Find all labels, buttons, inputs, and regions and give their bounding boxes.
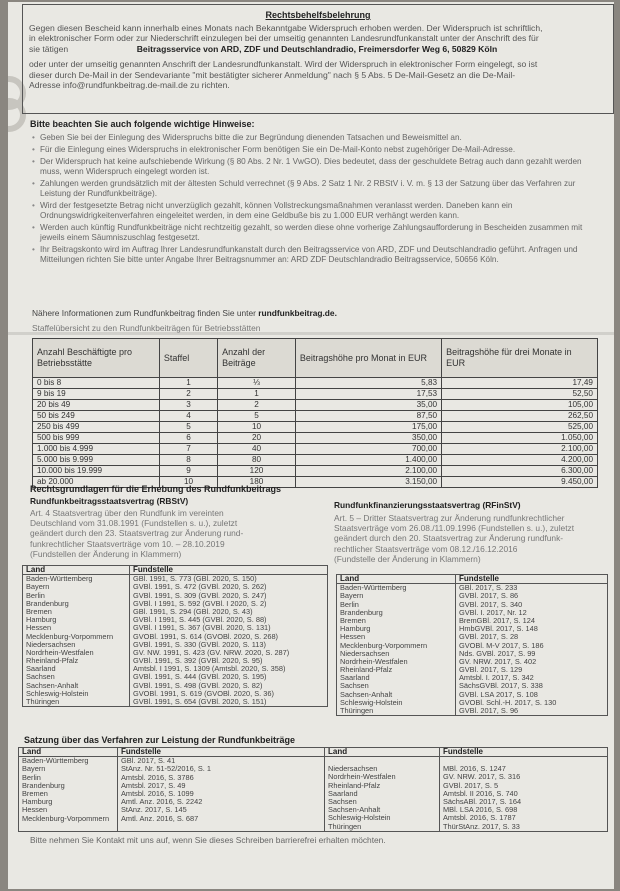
land-entry: Hessen [22,805,48,815]
info-link[interactable]: rundfunkbeitrag.de. [258,308,337,318]
land-entry: Thüringen [340,706,374,716]
fundstelle-entry: Amtsbl. 2017, S. 49 [121,780,186,790]
rbstv-table [22,565,328,707]
staffel-cell: 4.200,00 [442,455,598,466]
land-entry: Bremen [22,788,48,798]
hint-item: • Werden auch künftig Rundfunkbeiträge nicht rechtzeitig gezahlt, so werden diese ohne vorherige Zahlungsaufforderung in Bescheiden zusammen mit jeweils einem Säumniszuschlag festgesetzt. [32,223,602,243]
legal-remedy-text: sie tätigen [29,43,69,54]
land-entry: Sachsen-Anhalt [340,689,393,699]
land-entry: Niedersachsen [328,764,378,774]
staffel-cell: 700,00 [295,444,441,455]
legal-remedy-text: dieser durch De-Mail in der Sendevariante "mit bestätigter sicherer Anmeldung" nach § 5 Abs. 5 De-Mail-Gesetz an die De-Mail- [29,69,516,80]
land-entry: Mecklenburg-Vorpommern [26,631,114,641]
staffel-row [33,466,598,477]
land-entry: Sachsen-Anhalt [26,680,79,690]
staffel-cell: 180 [218,477,296,488]
info-prefix: Nähere Informationen zum Rundfunkbeitrag finden Sie unter [32,308,259,318]
land-entry: Brandenburg [26,598,69,608]
staffel-cell: 500 bis 999 [33,433,160,444]
col-land: Land [337,575,456,584]
land-entry: Sachsen [26,672,55,682]
land-entry: Brandenburg [340,607,383,617]
rfinstv-note: (Fundstelle der Änderung in Klammern) [334,553,481,564]
fundstelle-entry: GVBl. 2017, S. 340 [459,599,523,609]
fundstelle-entry: GV. NRW. 2017, S. 316 [443,772,521,782]
fundstelle-entry: GVBl. 2017, S. 28 [459,632,519,642]
info-line [32,308,337,318]
land-entry: Rheinland-Pfalz [328,780,381,790]
staffel-cell: 2.100,00 [442,444,598,455]
fundstelle-entry: Amtsbl. I. 2017, S. 342 [459,673,534,683]
fundstelle-entry: SächsGVBl. 2017, S. 338 [459,681,543,691]
land-entry: Brandenburg [22,780,65,790]
staffel-cell: 5 [218,411,296,422]
staffel-cell: 2.100,00 [295,466,441,477]
laender-cell [23,575,130,707]
staffel-cell: 1 [159,378,217,389]
staffel-cell: 80 [218,455,296,466]
land-entry: Schleswig-Holstein [26,688,89,698]
staffel-cell: 10 [159,477,217,488]
fundstellen-cell [440,757,608,832]
hint-item: • Zahlungen werden grundsätzlich mit der ältesten Schuld verrechnet (§ 9 Abs. 2 Satz 1 Nr. 2 RBStV i. V. m. § 13 der Satzung über das Verfahren zur Leistung der Rundfunkbeiträge). [32,179,602,199]
land-entry: Thüringen [26,697,60,707]
fundstelle-entry: GVBl. 1991, S. 444 (GVBl. 2020, S. 195) [133,672,267,682]
fundstelle-entry: Amtl. Anz. 2016, S. 2242 [121,797,203,807]
footer-note: Bitte nehmen Sie Kontakt mit uns auf, wenn Sie dieses Schreiben barrierefrei erhalten möchten. [30,835,386,845]
fundstelle-entry: Amtsbl. 2016, S. 1787 [443,813,516,823]
fundstelle-entry: GVBl. 1991, S. 654 (GVBl. 2020, S. 151) [133,697,267,707]
fundstelle-entry: GBl. 2017, S. 233 [459,583,518,593]
staffel-header: Anzahl Beschäftigte pro Betriebsstätte [33,339,160,378]
satzung-table [18,747,608,832]
land-entry: Hamburg [22,797,53,807]
rbstv-note: (Fundstellen der Änderung in Klammern) [30,548,182,559]
staffel-cell: 87,50 [295,411,441,422]
land-entry: Schleswig-Holstein [340,697,403,707]
staffel-cell: 350,00 [295,433,441,444]
hint-item: • Für die Einlegung eines Widerspruchs in elektronischer Form benötigen Sie ein De-Mail-Konto nebst zugehöriger De-Mail-Adresse. [32,145,602,155]
col-fundstelle: Fundstelle [440,748,608,757]
land-entry: Hessen [340,632,366,642]
land-entry: Bremen [340,615,366,625]
land-entry: Rheinland-Pfalz [340,665,393,675]
fundstelle-entry: SächsABl. 2017, S. 164 [443,796,522,806]
fundstelle-entry: GV. NW. 1991, S. 423 (GV. NRW. 2020, S. 287) [133,647,290,657]
beitragsservice-address: Beitragsservice von ARD, ZDF und Deutschlandradio, Freimersdorfer Weg 6, 50829 Köln [136,44,498,55]
staffel-header: Staffel [159,339,217,378]
staffel-row [33,400,598,411]
staffel-header: Anzahl der Beiträge [218,339,296,378]
staffel-cell: ab 20.000 [33,477,160,488]
fundstelle-entry: MBl. LSA 2016, S. 698 [443,805,518,815]
staffel-cell: 525,00 [442,422,598,433]
fundstelle-entry: Amtsbl. 2016, S. 3786 [121,772,194,782]
laender-cell [19,757,118,832]
fundstelle-entry: Nds. GVBl. 2017, S. 99 [459,648,536,658]
staffel-row [33,378,598,389]
land-entry: Sachsen [328,796,357,806]
staffel-cell: 40 [218,444,296,455]
fundstelle-entry: StAnz. 2017, S. 145 [121,805,187,815]
land-entry: Berlin [22,772,41,782]
fundstelle-entry: GVBl. 2017, S. 96 [459,706,519,716]
land-entry: Hamburg [26,615,57,625]
rbstv-title: Rundfunkbeitragsstaatsvertrag (RBStV) [30,496,189,506]
staffel-row [33,411,598,422]
land-entry: Bayern [22,764,46,774]
fundstelle-entry: GVOBl. M-V 2017, S. 186 [459,640,544,650]
staffel-cell: 1.400,00 [295,455,441,466]
fundstelle-entry: BremGBl. 2017, S. 124 [459,615,535,625]
col-land: Land [19,748,118,757]
land-entry: Bremen [26,606,52,616]
land-entry: Baden-Württemberg [340,583,407,593]
staffel-header: Beitragshöhe pro Monat in EUR [295,339,441,378]
land-entry: Saarland [328,788,358,798]
staffel-table [32,338,598,488]
land-entry: Rheinland-Pfalz [26,656,79,666]
land-entry: Mecklenburg-Vorpommern [22,813,110,823]
staffel-row [33,389,598,400]
fundstelle-entry: Amtsbl. II 2016, S. 740 [443,788,518,798]
legal-remedy-text: in elektronischer Form oder zur Niederschrift einzulegen bei der umseitig genannten Landesrundfunkanstalt unter der Anschrift des für [29,33,539,44]
staffel-cell: 1 [218,389,296,400]
fundstelle-entry: GVBl. 2017, S. 86 [459,591,519,601]
fundstelle-entry: GBl. 1991, S. 773 (GBl. 2020, S. 150) [133,574,257,584]
staffel-row [33,422,598,433]
staffel-cell: 8 [159,455,217,466]
fundstelle-entry: GVBl. 1991, S. 498 (GVBl. 2020, S. 82) [133,680,263,690]
staffel-cell: 4 [159,411,217,422]
fundstelle-entry: GVBl. I 1991, S. 445 (GVBl. 2020, S. 88) [133,615,267,625]
legal-remedy-text: Gegen diesen Bescheid kann innerhalb eines Monats nach Bekanntgabe Widerspruch erhoben werden. Der Widerspruch ist schriftlich, [29,22,543,33]
legal-remedy-text: Adresse info@rundfunkbeitrag.de-mail.de zu richten. [29,80,230,91]
staffel-cell: 20 [218,433,296,444]
fundstellen-cell [118,757,325,832]
staffel-cell: 2 [159,389,217,400]
col-fundstelle: Fundstelle [130,566,328,575]
staffel-cell: 10 [218,422,296,433]
land-entry: Hamburg [340,624,371,634]
land-entry: Bayern [26,582,50,592]
staffel-cell: 17,49 [442,378,598,389]
staffel-cell: 262,50 [442,411,598,422]
staffel-cell: 10.000 bis 19.999 [33,466,160,477]
staffel-cell: 0 bis 8 [33,378,160,389]
rfinstv-table [336,574,608,716]
fundstelle-entry: GVBl. LSA 2017, S. 108 [459,689,538,699]
land-entry: Saarland [340,673,370,683]
legal-remedy-box [22,4,614,114]
staffel-cell: 9.450,00 [442,477,598,488]
staffel-cell: 9 bis 19 [33,389,160,400]
staffel-row [33,444,598,455]
hint-item: • Geben Sie bei der Einlegung des Widerspruchs bitte die zur Begründung dienenden Tatsachen und Beweismittel an. [32,133,602,143]
staffel-cell: 175,00 [295,422,441,433]
staffel-cell: 2 [218,400,296,411]
land-entry: Berlin [26,590,45,600]
fundstelle-entry: Amtl. Anz. 2016, S. 687 [121,813,199,823]
legal-basis-title: Rechtsgrundlagen für die Erhebung des Rundfunkbeitrags [30,484,282,494]
staffel-cell: 250 bis 499 [33,422,160,433]
staffel-cell: 7 [159,444,217,455]
fundstelle-entry: GVBl. 1991, S. 330 (GVBl. 2020, S. 113) [133,639,266,649]
fundstellen-cell [456,584,608,716]
staffel-cell: 6.300,00 [442,466,598,477]
fundstelle-entry: GVBl. I 1991, S. 367 (GVBl. 2020, S. 131) [133,623,271,633]
land-entry: Saarland [26,664,56,674]
fundstelle-entry: HmbGVBl. 2017, S. 148 [459,624,538,634]
staffel-row [33,455,598,466]
legal-remedy-title: Rechtsbehelfsbelehrung [265,10,371,20]
satzung-title: Satzung über das Verfahren zur Leistung der Rundfunkbeiträge [24,735,296,745]
fundstelle-entry: GBl. 1991, S. 294 (GBl. 2020, S. 43) [133,606,253,616]
fundstellen-cell [130,575,328,707]
fundstelle-entry: GV. NRW. 2017, S. 402 [459,656,537,666]
staffel-cell: 17,53 [295,389,441,400]
col-land: Land [23,566,130,575]
fundstelle-entry: Amtsbl. I 1991, S. 1309 (Amtsbl. 2020, S. 358) [133,664,286,674]
hint-item: • Der Widerspruch hat keine aufschiebende Wirkung (§ 80 Abs. 2 Nr. 1 VwGO). Dies bedeutet, dass der geschuldete Betrag auch dann gezahlt werden muss, wenn Widerspruch eingelegt worden ist. [32,157,602,177]
land-entry: Nordrhein-Westfalen [328,772,396,782]
staffel-cell: 3 [159,400,217,411]
staffel-caption: Staffelübersicht zu den Rundfunkbeiträgen für Betriebsstätten [32,323,261,333]
staffel-cell: 105,00 [442,400,598,411]
document-sheet [8,2,614,889]
land-entry: Niedersachsen [26,639,76,649]
legal-remedy-text: oder unter der umseitig genannten Anschrift der Landesrundfunkanstalt. Wird der Widerspruch in elektronischer Form eingelegt, so ist [29,58,538,69]
land-entry: Niedersachsen [340,648,390,658]
fundstelle-entry: GVOBl. 1991, S. 614 (GVOBl. 2020, S. 268) [133,631,279,641]
fundstelle-entry: GVBl. 2017, S. 5 [443,780,499,790]
staffel-cell: 1.000 bis 4.999 [33,444,160,455]
laender-cell [337,584,456,716]
fundstelle-entry: GVOBl. Schl.-H. 2017, S. 130 [459,697,557,707]
land-entry: Baden-Württemberg [26,574,93,584]
col-fundstelle: Fundstelle [118,748,325,757]
staffel-cell: ⅓ [218,378,296,389]
land-entry: Baden-Württemberg [22,756,89,766]
rfinstv-text: Art. 5 – Dritter Staatsvertrag zur Änderung rundfunkrechtlicher Staatsverträge vom 26.08./11.09.1996 (Fundstellen s. u.), zuletzt geändert durch den 20. Staatsvertrag zur Änderung rundfunk- rechtlicher Staatsverträge vom 08.12./16.12.2016 (Fundstelle der Änderung in Klammern) [334,513,614,564]
col-land: Land [325,748,440,757]
hints-list [32,133,602,267]
staffel-cell: 52,50 [442,389,598,400]
staffel-cell: 3.150,00 [295,477,441,488]
staffel-cell: 6 [159,433,217,444]
fundstelle-entry: Amtsbl. 2016, S. 1099 [121,788,194,798]
land-entry: Schleswig-Holstein [328,813,391,823]
staffel-cell: 5.000 bis 9.999 [33,455,160,466]
staffel-row [33,433,598,444]
land-entry: Thüringen [328,821,362,831]
staffel-cell: 35,00 [295,400,441,411]
staffel-cell: 9 [159,466,217,477]
fundstelle-entry: ThürStAnz. 2017, S. 33 [443,821,520,831]
fundstelle-entry: MBl. 2016, S. 1247 [443,764,506,774]
land-entry: Sachsen [340,681,369,691]
land-entry: Berlin [340,599,359,609]
rfinstv-title: Rundfunkfinanzierungsstaatsvertrag (RFinStV) [334,500,521,510]
fundstelle-entry: GVOBl. 1991, S. 619 (GVOBl. 2020, S. 36) [133,688,274,698]
fundstelle-entry: GVBl. I 1991, S. 592 (GVBl. I 2020, S. 2) [133,598,267,608]
staffel-cell: 1.050,00 [442,433,598,444]
land-entry: Sachsen-Anhalt [328,805,381,815]
col-fundstelle: Fundstelle [456,575,608,584]
staffel-cell: 5,83 [295,378,441,389]
staffel-cell: 120 [218,466,296,477]
staffel-cell: 20 bis 49 [33,400,160,411]
land-entry: Bayern [340,591,364,601]
land-entry: Nordrhein-Westfalen [26,647,94,657]
fundstelle-entry: GVBl. 1991, S. 309 (GVBl. 2020, S. 247) [133,590,267,600]
fundstelle-entry: GVBl. 1991, S. 392 (GVBl. 2020, S. 95) [133,656,263,666]
hint-item: • Ihr Beitragskonto wird im Auftrag Ihrer Landesrundfunkanstalt durch den Beitragsservice von ARD, ZDF und Deutschlandradio geführt. Anfragen und Mitteilungen richten Sie bitte unter Angabe Ihrer Beitragsnummer an: ARD ZDF Deutschlandradio Beitragsservice, 50656 Köln. [32,245,602,265]
fundstelle-entry: StAnz. Nr. 51-52/2016, S. 1 [121,764,211,774]
laender-cell [325,757,440,832]
staffel-header: Beitragshöhe für drei Monate in EUR [442,339,598,378]
rbstv-text: Art. 4 Staatsvertrag über den Rundfunk im vereinten Deutschland vom 31.08.1991 (Fundstellen s. u.), zuletzt geändert durch den 23. Staatsvertrag zur Änderung rund- funkrechtlicher Staatsverträge vom 10. – 28.10.2019 (Fundstellen der Änderung in Klammern) [30,508,320,559]
staffel-cell: 50 bis 249 [33,411,160,422]
fundstelle-entry: GVBl. I. 2017, Nr. 12 [459,607,527,617]
hints-title: Bitte beachten Sie auch folgende wichtige Hinweise: [30,119,255,129]
staffel-cell: 5 [159,422,217,433]
hint-item: • Wird der festgesetzte Betrag nicht unverzüglich gezahlt, können Vollstreckungsmaßnahmen veranlasst werden. Daneben kann ein Ordnungswidrigkeitenverfahren eingeleitet werden, in dem eine Geldbuße bis zu 1.000 EUR verhängt werden kann. [32,201,602,221]
land-entry: Nordrhein-Westfalen [340,656,408,666]
fundstelle-entry: GBl. 2017, S. 41 [121,756,176,766]
land-entry: Mecklenburg-Vorpommern [340,640,428,650]
land-entry: Hessen [26,623,52,633]
fundstelle-entry: GVBl. 2017, S. 129 [459,665,523,675]
fundstelle-entry: GVBl. 1991, S. 472 (GVBl. 2020, S. 262) [133,582,267,592]
